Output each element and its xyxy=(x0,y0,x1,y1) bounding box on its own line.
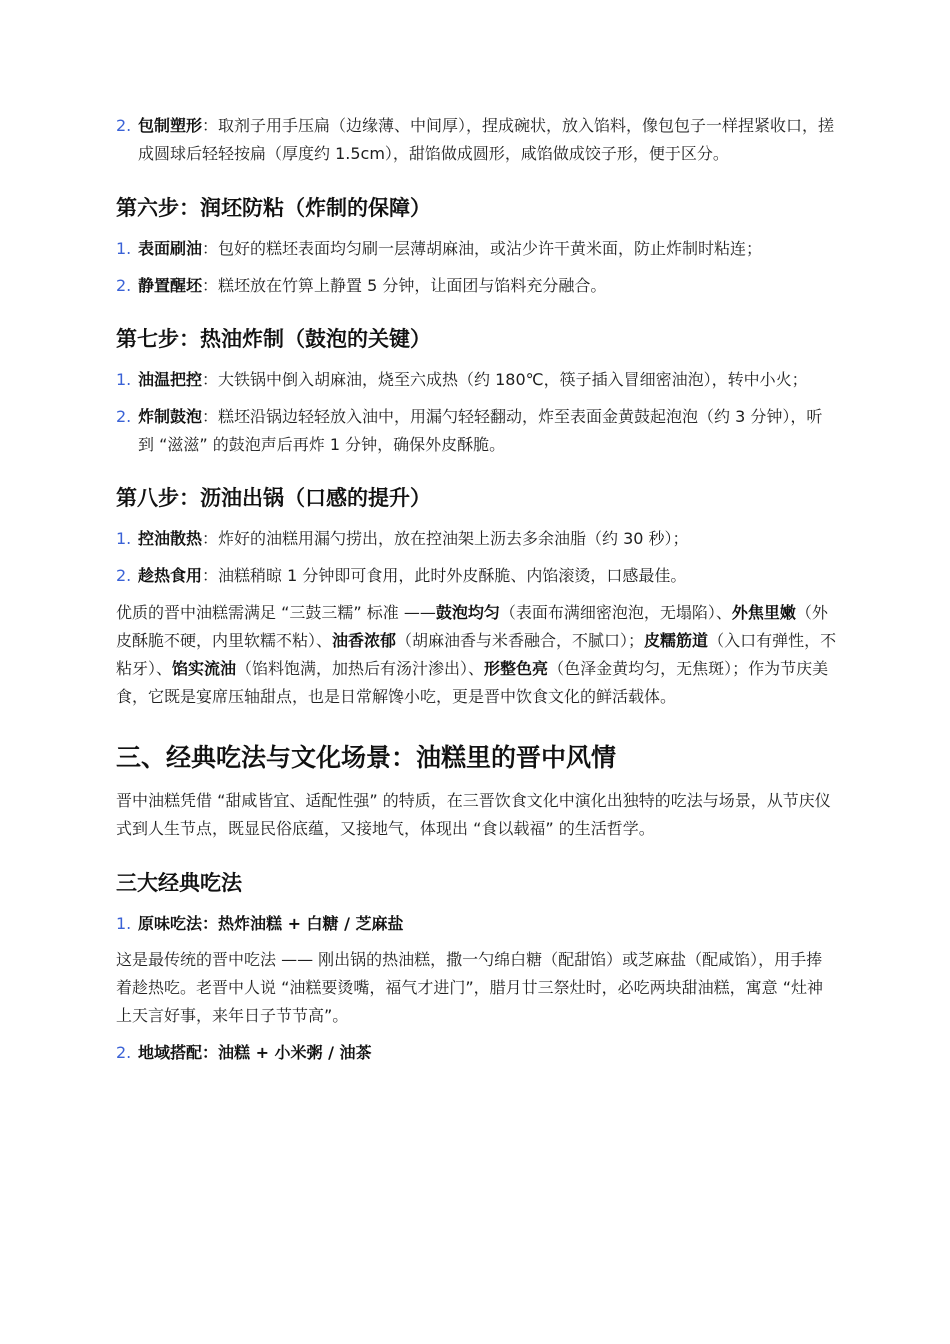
quality-paragraph xyxy=(116,599,838,711)
quality-text: 优质的晋中油糕需满足 “三鼓三糯” 标准 —— xyxy=(116,603,436,622)
quality-text: （表面布满细密泡泡，无塌陷）、 xyxy=(499,603,732,622)
step6-heading: 第六步：润坯防粘（炸制的保障） xyxy=(116,196,431,220)
method-title: 原味吃法：热炸油糕 + 白糖 / 芝麻盐 xyxy=(138,914,404,933)
quality-term: 形整色亮 xyxy=(484,659,549,678)
quality-term: 外焦里嫩 xyxy=(731,603,796,622)
item-text: ：包好的糕坯表面均匀刷一层薄胡麻油，或沾少许干黄米面，防止炸制时粘连； xyxy=(202,239,763,258)
item-bold-label: 趁热食用 xyxy=(138,566,203,585)
step8-heading: 第八步：沥油出锅（口感的提升） xyxy=(116,486,431,510)
item-bold-label: 包制塑形 xyxy=(138,116,203,135)
step8-item-2 xyxy=(116,562,838,590)
eat-method-2 xyxy=(116,1039,838,1067)
step7-item-2 xyxy=(116,403,838,459)
quality-text: （外皮酥脆不硬，内里软糯不粘）、 xyxy=(116,603,828,650)
item-text: ：油糕稍晾 1 分钟即可食用，此时外皮酥脆、内馅滚烫，口感最佳。 xyxy=(202,566,687,585)
item-bold-label: 油温把控 xyxy=(138,370,203,389)
step7-heading: 第七步：热油炸制（鼓泡的关键） xyxy=(116,327,431,351)
quality-text: （馅料饱满，加热后有汤汁渗出）、 xyxy=(236,659,485,678)
step6-item-2 xyxy=(116,272,838,300)
item-text: ：取剂子用手压扁（边缘薄、中间厚），捏成碗状，放入馅料，像包包子一样捏紧收口，搓成圆球后轻轻按扁（厚度约 1.5cm），甜馅做成圆形，咸馅做成饺子形，便于区分。 xyxy=(138,116,835,163)
section3-heading: 三、经典吃法与文化场景：油糕里的晋中风情 xyxy=(116,743,617,772)
step8-item-1 xyxy=(116,525,838,553)
list-number: 2. xyxy=(116,116,132,135)
list-number: 2. xyxy=(116,1043,132,1062)
quality-text: （入口有弹性，不粘牙）、 xyxy=(116,631,837,678)
step5-item-2 xyxy=(116,112,838,168)
item-bold-label: 表面刷油 xyxy=(138,239,203,258)
eat-method-1 xyxy=(116,910,838,938)
quality-term: 馅实流油 xyxy=(172,659,237,678)
item-bold-label: 炸制鼓泡 xyxy=(138,407,203,426)
item-text: ：炸好的油糕用漏勺捞出，放在控油架上沥去多余油脂（约 30 秒）； xyxy=(202,529,689,548)
section3-intro: 晋中油糕凭借 “甜咸皆宜、适配性强” 的特质，在三晋饮食文化中演化出独特的吃法与场景，从节庆仪式到人生节点，既显民俗底蕴，又接地气，体现出 “食以载福” 的生活哲学。 xyxy=(116,791,831,838)
eat-method-1-description: 这是最传统的晋中吃法 —— 刚出锅的热油糕，撒一勺绵白糖（配甜馅）或芝麻盐（配咸馅），用手捧着趁热吃。老晋中人说 “油糕要烫嘴，福气才进门”，腊月廿三祭灶时，必吃两块甜油糕，寓意 “灶神上天言好事，来年日子节节高”。 xyxy=(116,950,824,1025)
list-number: 1. xyxy=(116,370,132,389)
list-number: 1. xyxy=(116,529,132,548)
list-number: 1. xyxy=(116,239,132,258)
item-text: ：大铁锅中倒入胡麻油，烧至六成热（约 180℃，筷子插入冒细密油泡），转中小火； xyxy=(202,370,808,389)
item-bold-label: 控油散热 xyxy=(138,529,203,548)
list-number: 2. xyxy=(116,276,132,295)
item-text: ：糕坯放在竹箅上静置 5 分钟，让面团与馅料充分融合。 xyxy=(202,276,607,295)
quality-text: （胡麻油香与米香融合，不腻口）； xyxy=(396,631,645,650)
method-title: 地域搭配：油糕 + 小米粥 / 油茶 xyxy=(138,1043,372,1062)
document-page xyxy=(116,112,838,1067)
item-bold-label: 静置醒坯 xyxy=(138,276,203,295)
list-number: 2. xyxy=(116,566,132,585)
eat-heading: 三大经典吃法 xyxy=(116,871,242,895)
step7-item-1 xyxy=(116,366,838,394)
quality-text: （色泽金黄均匀，无焦斑）；作为节庆美食，它既是宴席压轴甜点，也是日常解馋小吃，更是晋中饮食文化的鲜活载体。 xyxy=(116,659,829,706)
quality-term: 油香浓郁 xyxy=(332,631,397,650)
step6-item-1 xyxy=(116,235,838,263)
list-number: 1. xyxy=(116,914,132,933)
quality-term: 皮糯筋道 xyxy=(644,631,709,650)
quality-term: 鼓泡均匀 xyxy=(435,603,500,622)
item-text: ：糕坯沿锅边轻轻放入油中，用漏勺轻轻翻动，炸至表面金黄鼓起泡泡（约 3 分钟），听到 “滋滋” 的鼓泡声后再炸 1 分钟，确保外皮酥脆。 xyxy=(138,407,823,454)
list-number: 2. xyxy=(116,407,132,426)
